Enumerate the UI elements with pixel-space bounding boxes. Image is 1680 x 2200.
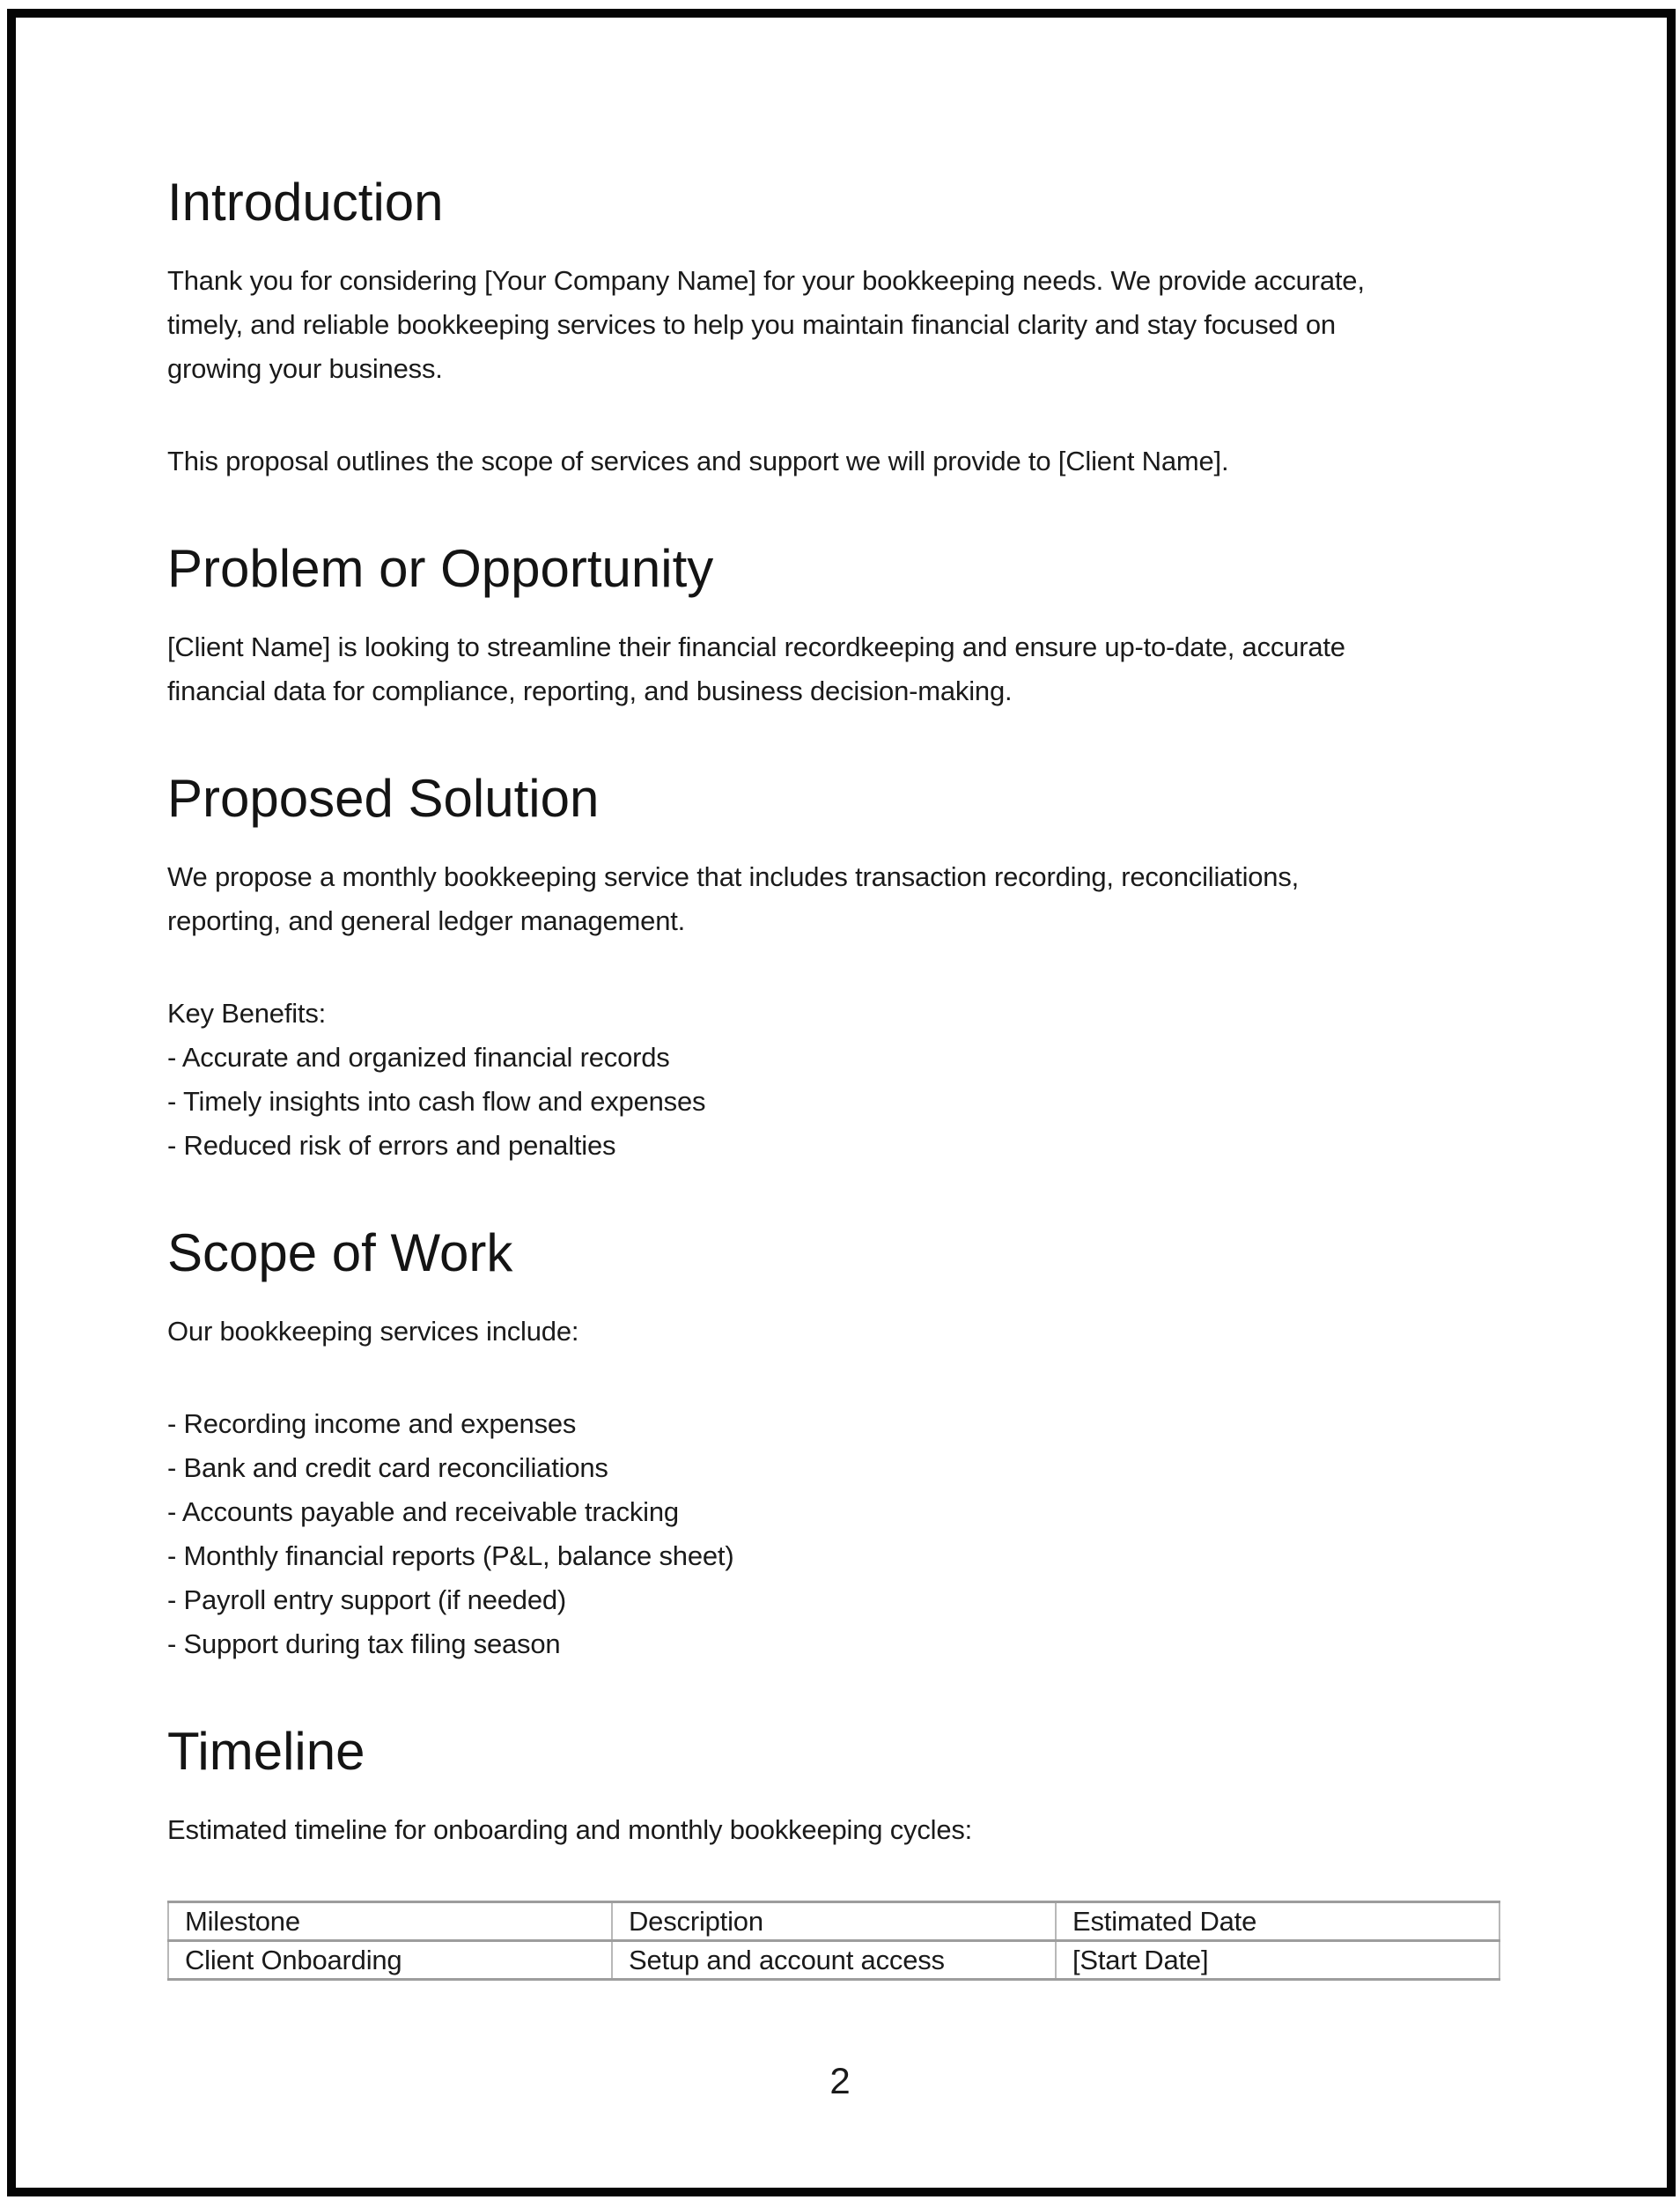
solution-paragraph bbox=[167, 855, 1492, 943]
table-cell-description: Setup and account access bbox=[612, 1941, 1056, 1980]
scope-item: - Payroll entry support (if needed) bbox=[167, 1584, 567, 1615]
scope-item: - Accounts payable and receivable tracking bbox=[167, 1496, 679, 1527]
table-header-description: Description bbox=[612, 1902, 1056, 1941]
timeline-table bbox=[167, 1901, 1500, 1981]
table-cell-milestone: Client Onboarding bbox=[168, 1941, 612, 1980]
section-title-proposed-solution: Proposed Solution bbox=[167, 769, 600, 828]
key-benefits-block bbox=[167, 992, 1492, 1168]
scope-intro-paragraph bbox=[167, 1310, 1492, 1354]
paragraph-line: [Client Name] is looking to streamline their financial recordkeeping and ensure up-to-date, accurate bbox=[167, 631, 1345, 662]
problem-paragraph bbox=[167, 625, 1492, 713]
section-title-timeline: Timeline bbox=[167, 1722, 365, 1781]
page-number: 2 bbox=[829, 2060, 851, 2101]
table-header-row bbox=[168, 1902, 1499, 1941]
paragraph-line: Estimated timeline for onboarding and monthly bookkeeping cycles: bbox=[167, 1814, 973, 1845]
paragraph-line: This proposal outlines the scope of services and support we will provide to [Client Name]. bbox=[167, 446, 1229, 476]
table-row bbox=[168, 1941, 1499, 1980]
table-header-estimated-date: Estimated Date bbox=[1056, 1902, 1499, 1941]
timeline-table-container bbox=[167, 1901, 1492, 1981]
paragraph-line: Our bookkeeping services include: bbox=[167, 1316, 579, 1347]
paragraph-line: Thank you for considering [Your Company Name] for your bookkeeping needs. We provide accurate, bbox=[167, 265, 1365, 296]
benefit-item: - Accurate and organized financial records bbox=[167, 1042, 670, 1073]
section-title-scope-of-work: Scope of Work bbox=[167, 1223, 513, 1282]
intro-paragraph-2 bbox=[167, 439, 1492, 484]
section-title-introduction: Introduction bbox=[167, 173, 444, 232]
document-body bbox=[167, 0, 1492, 1981]
paragraph-line: We propose a monthly bookkeeping service that includes transaction recording, reconciliations, bbox=[167, 861, 1300, 892]
section-title-problem-or-opportunity: Problem or Opportunity bbox=[167, 539, 714, 598]
scope-item: - Support during tax filing season bbox=[167, 1628, 561, 1659]
paragraph-line: financial data for compliance, reporting, and business decision-making. bbox=[167, 676, 1013, 706]
intro-paragraph-1 bbox=[167, 259, 1492, 391]
key-benefits-heading: Key Benefits: bbox=[167, 998, 327, 1029]
scope-item: - Bank and credit card reconciliations bbox=[167, 1452, 608, 1483]
paragraph-line: growing your business. bbox=[167, 353, 443, 384]
benefit-item: - Reduced risk of errors and penalties bbox=[167, 1130, 616, 1161]
scope-items-block bbox=[167, 1402, 1492, 1666]
table-cell-estimated-date: [Start Date] bbox=[1056, 1941, 1499, 1980]
scope-item: - Monthly financial reports (P&L, balance sheet) bbox=[167, 1540, 734, 1571]
paragraph-line: reporting, and general ledger management. bbox=[167, 905, 686, 936]
scope-item: - Recording income and expenses bbox=[167, 1408, 577, 1439]
benefit-item: - Timely insights into cash flow and expenses bbox=[167, 1086, 706, 1117]
paragraph-line: timely, and reliable bookkeeping services to help you maintain financial clarity and stay focused on bbox=[167, 309, 1336, 340]
timeline-intro-paragraph bbox=[167, 1808, 1492, 1852]
table-header-milestone: Milestone bbox=[168, 1902, 612, 1941]
